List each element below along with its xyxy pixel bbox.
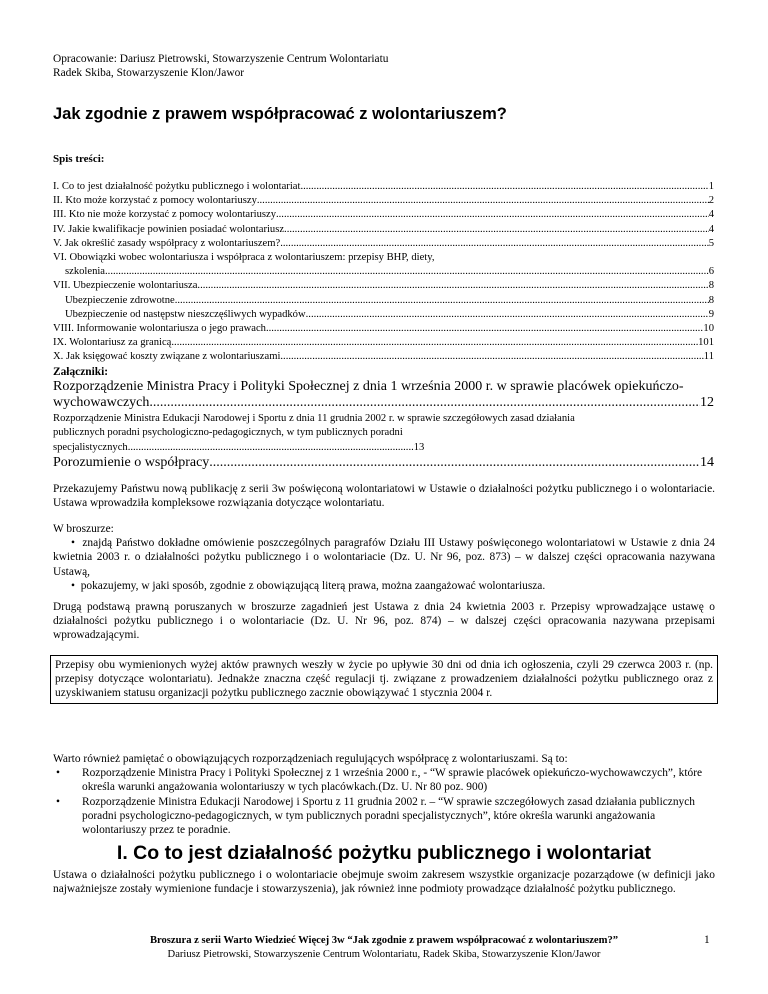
- bullet-icon: •: [56, 795, 60, 808]
- bullet-icon: •: [71, 579, 75, 592]
- author-line-2: Radek Skiba, Stowarzyszenie Klon/Jawor: [53, 67, 245, 79]
- section-1-heading: I. Co to jest działalność pożytku publicznego i wolontariat: [116, 842, 652, 864]
- toc-heading: Spis treści:: [53, 153, 105, 165]
- second-basis-paragraph: Drugą podstawą prawną poruszanych w broszurze zagadnień jest Ustawa z dnia 24 kwietnia 2003 r. Przepisy wprowadzające ustawę o działalności pożytku publicznego i o wolontariacie (Dz. U. Nr 96, poz. 874) – w dalszej części opracowania nazywana przepisami wprowadzającymi.: [53, 601, 715, 642]
- toc-attachment-2-line2[interactable]: publicznych poradni psychologiczno-pedagogicznych, w tym publicznych poradni: [53, 427, 403, 439]
- table-of-contents: [53, 180, 714, 472]
- toc-item-8[interactable]: VIII. Informowanie wolontariusza o jego prawach ..... 10: [53, 322, 714, 336]
- regulations-list: [53, 752, 715, 837]
- toc-attachment-2-line3[interactable]: specjalistycznych ............................................................................................................ 13: [53, 441, 425, 453]
- bullet-icon: •: [56, 767, 60, 780]
- footer-authors-line: Dariusz Pietrowski, Stowarzyszenie Centrum Wolontariatu, Radek Skiba, Stowarzyszenie Klon/Jawor: [167, 949, 601, 960]
- brochure-list: [53, 522, 715, 593]
- toc-item-3[interactable]: III. Kto nie może korzystać z pomocy wolontariuszy ..... 4: [53, 208, 714, 222]
- toc-item-9[interactable]: IX. Wolontariusz za granicą ..... 101: [53, 336, 714, 350]
- section-1-body: Ustawa o działalności pożytku publicznego i o wolontariacie obejmuje swoim zakresem wszystkie organizacje pozarządowe (w definicji jako najważniejsze zostały wymienione fundacje i stowarzyszenia), jak również inne podmioty prowadzące działalność pożytku publicznego.: [53, 869, 715, 896]
- toc-item-6[interactable]: VI. Obowiązki wobec wolontariusza i współpraca z wolontariuszem: przepisy BHP, diety,: [53, 252, 435, 264]
- brochure-bullet-1: • znajdą Państwo dokładne omówienie poszczególnych paragrafów Działu III Ustawy poświęconego wolontariatowi w Ustawie z dnia 24 kwietnia 2003 r. o działalności pożytku publicznego i o wolontariacie (Dz. U. Nr 96, poz. 873) – w dalszej części opracowania nazywana Ustawą,: [53, 537, 715, 578]
- toc-attachments-label: Załączniki:: [53, 365, 109, 378]
- toc-subitem-health[interactable]: Ubezpieczenie zdrowotne ..... 8: [53, 294, 714, 308]
- toc-item-1[interactable]: I. Co to jest działalność pożytku publicznego i wolontariat ..... 1: [53, 180, 714, 194]
- toc-attachment-1-line1[interactable]: Rozporządzenie Ministra Pracy i Polityki Społecznej z dnia 1 września 2000 r. w sprawie placówek opiekuńczo-: [53, 378, 684, 394]
- bullet-icon: •: [71, 537, 75, 550]
- toc-item-4[interactable]: IV. Jakie kwalifikacje powinien posiadać wolontariusz ..... 4: [53, 223, 714, 237]
- intro-paragraph: Przekazujemy Państwu nową publikację z serii 3w poświęconą wolontariatowi w Ustawie o działalności pożytku publicznego i o wolontariacie. Ustawa wprowadziła kompleksowe rozwiązania dotyczące wolontariatu.: [53, 483, 715, 510]
- author-line-1: Opracowanie: Dariusz Pietrowski, Stowarzyszenie Centrum Wolontariatu: [53, 53, 389, 65]
- toc-attachment-3[interactable]: Porozumienie o współpracy ..... 14: [53, 455, 714, 472]
- regulation-item-2: • Rozporządzenie Ministra Edukacji Narodowej i Sportu z 11 grudnia 2002 r. – “W sprawie szczegółowych zasad działania publicznych poradni psychologiczno-pedagogicznych, w tym publicznych poradni specjalistycznych”, które określa warunki angażowania wolontariuszy przez te poradnie.: [53, 795, 715, 838]
- toc-item-2[interactable]: II. Kto może korzystać z pomocy wolontariuszy ..... 2: [53, 194, 714, 208]
- toc-item-5[interactable]: V. Jak określić zasady współpracy z wolontariuszem? ..... 5: [53, 237, 714, 251]
- brochure-lead: W broszurze:: [53, 523, 114, 535]
- regulations-lead: Warto również pamiętać o obowiązujących rozporządzeniach regulujących współpracę z wolontariuszami. Są to:: [53, 753, 568, 765]
- effective-date-box: Przepisy obu wymienionych wyżej aktów prawnych weszły w życie po upływie 30 dni od dnia ich ogłoszenia, czyli 29 czerwca 2003 r. (np. przepisy dotyczące wolontariatu). Jednakże znaczna część regulacji tj. związane z prowadzeniem działalności pożytku publicznego oraz z uzyskiwaniem statusu organizacji pożytku publicznego zacznie obowiązywać 1 stycznia 2004 r.: [50, 655, 718, 704]
- toc-attachment-2-line1[interactable]: Rozporządzenie Ministra Edukacji Narodowej i Sportu z dnia 11 grudnia 2002 r. w sprawie szczegółowych zasad działania: [53, 412, 575, 424]
- toc-item-7[interactable]: VII. Ubezpieczenie wolontariusza ..... 8: [53, 279, 714, 293]
- document-title: Jak zgodnie z prawem współpracować z wolontariuszem?: [53, 105, 507, 123]
- toc-item-10[interactable]: X. Jak księgować koszty związane z wolontariuszami ..... 11: [53, 350, 714, 364]
- page-number: 1: [704, 934, 710, 946]
- toc-attachment-1-line2[interactable]: wychowawczych ..... 12: [53, 395, 714, 412]
- footer-series-line: Broszura z serii Warto Wiedzieć Więcej 3w “Jak zgodnie z prawem współpracować z wolontariuszem?”: [149, 935, 619, 946]
- toc-item-6-cont[interactable]: szkolenia ..... 6: [53, 265, 714, 279]
- page-footer: [53, 934, 715, 962]
- brochure-bullet-2: • pokazujemy, w jaki sposób, zgodnie z obowiązującą literą prawa, można zaangażować wolontariusza.: [71, 579, 546, 592]
- toc-subitem-accident[interactable]: Ubezpieczenie od następstw nieszczęśliwych wypadków ..... 9: [53, 308, 714, 322]
- regulation-item-1: • Rozporządzenie Ministra Pracy i Polityki Społecznej z 1 września 2000 r., - “W sprawie placówek opiekuńczo-wychowawczych”, które określa warunki angażowania wolontariuszy w tych placówkach.(Dz. U. Nr 80 poz. 900): [53, 766, 715, 794]
